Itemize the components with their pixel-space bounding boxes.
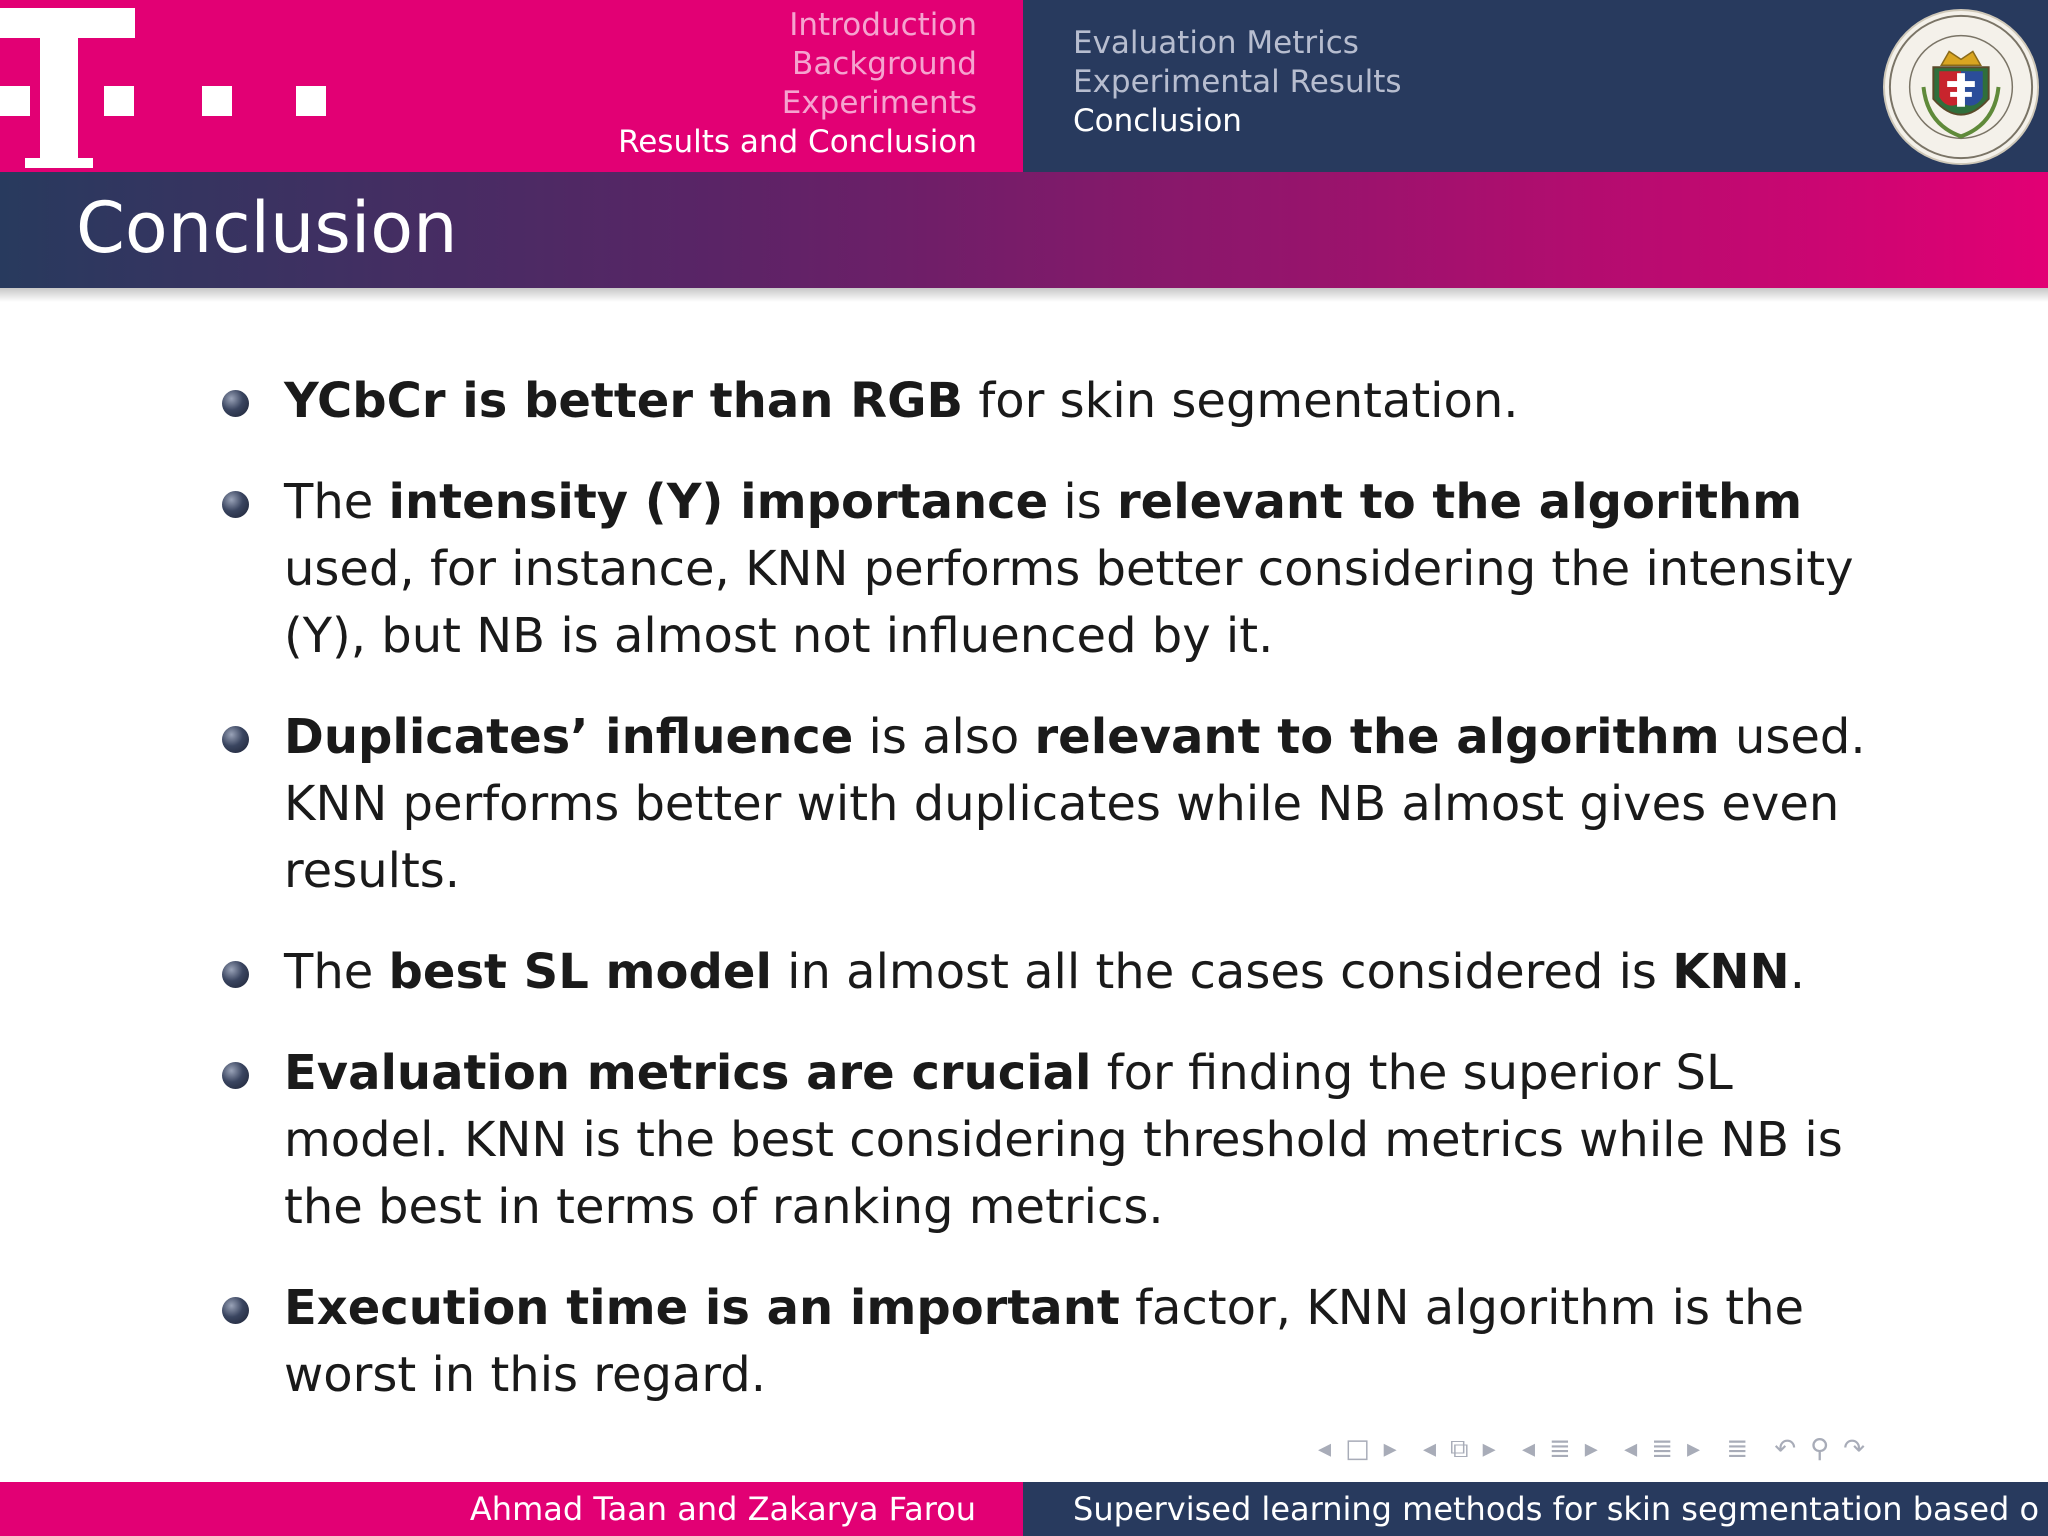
bullet-run: The xyxy=(284,944,389,1000)
university-seal-logo xyxy=(1882,8,2040,166)
nav-outline-prev-icon[interactable]: ◂ xyxy=(1624,1434,1642,1464)
nav-subsection-icon[interactable]: ≣ xyxy=(1549,1434,1575,1464)
nav-subsection-prev-icon[interactable]: ◂ xyxy=(1521,1434,1539,1464)
bullet-text xyxy=(284,1280,1804,1403)
bullet-run: factor, KNN algorithm is the worst in this regard. xyxy=(284,1280,1805,1403)
conclusion-bullet-list xyxy=(222,368,1902,1443)
footer-authors: Ahmad Taan and Zakarya Farou xyxy=(469,1490,976,1528)
title-bar-shadow xyxy=(0,288,2048,302)
nav-subsection-evaluation-metrics[interactable]: Evaluation Metrics xyxy=(1073,25,1359,61)
footer-authors-panel xyxy=(0,1482,1023,1536)
bullet-item xyxy=(222,469,1902,670)
nav-next-slide-icon[interactable]: ▸ xyxy=(1383,1434,1401,1464)
bullet-dot-icon xyxy=(222,390,249,417)
bullet-emphasis: Evaluation metrics are crucial xyxy=(284,1045,1092,1101)
bullet-run: The xyxy=(284,474,389,530)
nav-forward-icon[interactable]: ↷ xyxy=(1843,1434,1870,1464)
nav-section-background[interactable]: Background xyxy=(792,46,977,82)
nav-prev-section-icon[interactable]: ◂ xyxy=(1422,1434,1441,1464)
nav-section-icon[interactable]: ⧉ xyxy=(1450,1434,1473,1464)
bullet-dot-icon xyxy=(222,726,249,753)
nav-subsection-experimental-results[interactable]: Experimental Results xyxy=(1073,64,1402,100)
bullet-emphasis: YCbCr is better than RGB xyxy=(284,373,964,429)
bullet-dot-icon xyxy=(222,961,249,988)
nav-next-section-icon[interactable]: ▸ xyxy=(1482,1434,1500,1464)
bullet-text xyxy=(284,474,1854,664)
bullet-item xyxy=(222,704,1902,905)
slide-title: Conclusion xyxy=(76,187,458,269)
bullet-run: for finding the superior SL model. KNN is the best considering threshold metrics while NB is the best in terms of ranking metrics. xyxy=(284,1045,1843,1235)
bullet-item xyxy=(222,1275,1902,1409)
nav-section-introduction[interactable]: Introduction xyxy=(789,7,977,43)
bullet-dot-icon xyxy=(222,1062,249,1089)
nav-prev-slide-icon[interactable]: ◂ xyxy=(1318,1434,1336,1464)
bullet-run: in almost all the cases considered is xyxy=(771,944,1673,1000)
bullet-run: is xyxy=(1048,474,1117,530)
bullet-text xyxy=(284,373,1519,429)
bullet-emphasis: best SL model xyxy=(388,944,772,1000)
nav-frame-icon[interactable]: □ xyxy=(1345,1434,1374,1464)
nav-outline-icon[interactable]: ≣ xyxy=(1651,1434,1677,1464)
bullet-dot-icon xyxy=(222,491,249,518)
bullet-item xyxy=(222,939,1902,1006)
bullet-emphasis: Execution time is an important xyxy=(284,1280,1120,1336)
nav-search-icon[interactable]: ⚲ xyxy=(1810,1434,1834,1464)
footer-title-panel xyxy=(1023,1482,2048,1536)
header-subsections-panel xyxy=(1023,0,2048,172)
bullet-text xyxy=(284,1045,1843,1235)
beamer-navigation-symbols xyxy=(1318,1434,1879,1465)
bullet-run: used, for instance, KNN performs better considering the intensity (Y), but NB is almost not influenced by it. xyxy=(284,541,1854,664)
nav-section-results-conclusion[interactable]: Results and Conclusion xyxy=(618,124,977,160)
bullet-dot-icon xyxy=(222,1297,249,1324)
footer-presentation-title: Supervised learning methods for skin segmentation based o xyxy=(1073,1490,2040,1528)
nav-outline-next-icon[interactable]: ▸ xyxy=(1686,1434,1705,1464)
telekom-logo xyxy=(0,0,340,172)
header-sections-panel xyxy=(0,0,1023,172)
nav-subsection-next-icon[interactable]: ▸ xyxy=(1584,1434,1602,1464)
nav-subsection-conclusion[interactable]: Conclusion xyxy=(1073,103,1242,139)
bullet-emphasis: relevant to the algorithm xyxy=(1117,474,1803,530)
bullet-emphasis: KNN xyxy=(1672,944,1790,1000)
bullet-text xyxy=(284,709,1866,899)
nav-section-experiments[interactable]: Experiments xyxy=(781,85,977,121)
bullet-emphasis: intensity (Y) importance xyxy=(388,474,1049,530)
bullet-run: used. KNN performs better with duplicates while NB almost gives even results. xyxy=(284,709,1866,899)
bullet-item xyxy=(222,1040,1902,1241)
bullet-run: is also xyxy=(853,709,1035,765)
section-navigation xyxy=(618,6,977,162)
bullet-item xyxy=(222,368,1902,435)
bullet-text xyxy=(284,944,1805,1000)
nav-back-icon[interactable]: ↶ xyxy=(1774,1434,1801,1464)
bullet-run: . xyxy=(1789,944,1805,1000)
bullet-run: for skin segmentation. xyxy=(963,373,1519,429)
subsection-navigation xyxy=(1073,24,1402,141)
bullet-emphasis: relevant to the algorithm xyxy=(1034,709,1720,765)
bullet-emphasis: Duplicates’ influence xyxy=(284,709,854,765)
nav-toc-icon[interactable]: ≣ xyxy=(1726,1434,1753,1464)
